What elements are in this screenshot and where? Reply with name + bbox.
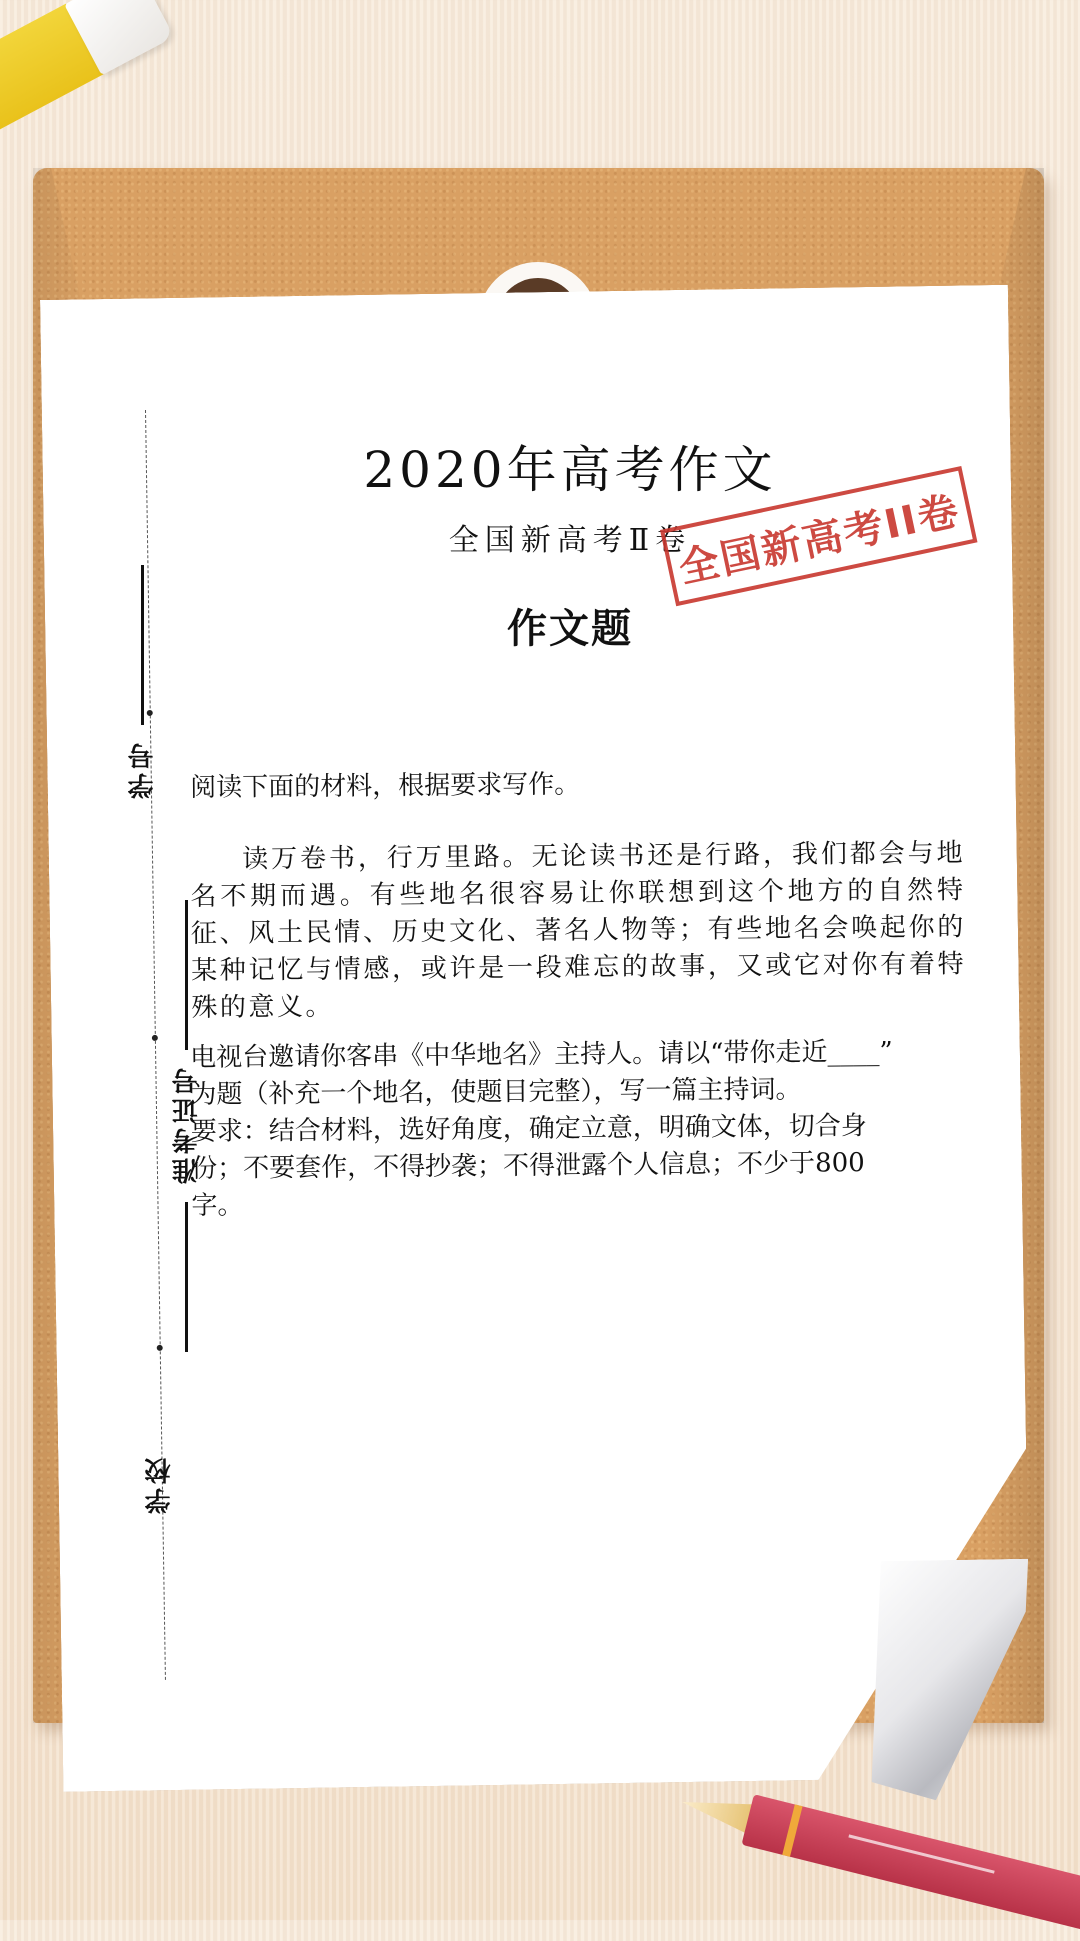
eraser-icon — [0, 0, 183, 131]
page-subtitle: 全国新高考Ⅱ卷 — [448, 523, 692, 558]
field-school[interactable] — [122, 1440, 196, 1514]
instruction-text: 阅读下面的材料，根据要求写作。 — [190, 769, 581, 803]
field-underline — [185, 900, 188, 1050]
pen-nib — [678, 1787, 753, 1833]
task-line: 为题（补充一个地名，使题目完整），写一篇主持词。 — [190, 1074, 802, 1110]
task-line: 份；不要套作，不得抄袭；不得泄露个人信息；不少于800 — [190, 1148, 865, 1184]
field-underline — [141, 565, 144, 725]
field-student-number[interactable] — [105, 565, 179, 799]
field-label-student-number: 学号 — [127, 739, 158, 799]
section-heading: 作文题 — [507, 606, 633, 652]
task-line: 字。 — [191, 1190, 244, 1221]
field-label-exam-ticket-number: 准考证号 — [171, 1064, 202, 1184]
fountain-pen-icon — [673, 1770, 1080, 1940]
material-paragraph: 读万卷书，行万里路。无论读书还是行路，我们都会与地名不期而遇。有些地名很容易让你联想到这个地方的自然特征、风土民情、历史文化、著名人物等；有些地名会唤起你的某种记忆与情感，或许是一段难忘的故事，又或它对你有着特殊的意义。 — [190, 838, 967, 1023]
task-line: 电视台邀请你客串《中华地名》主持人。请以“带你走近____” — [190, 1036, 893, 1073]
field-underline — [185, 1202, 188, 1352]
field-label-school: 学校 — [144, 1454, 175, 1514]
red-stamp: 全国新高考II卷 — [660, 466, 977, 606]
page-title: 2020年高考作文 — [363, 441, 777, 499]
task-line: 要求：结合材料，选好角度，确定立意，明确文体，切合身 — [190, 1111, 867, 1147]
task-paragraph — [190, 1033, 967, 1225]
